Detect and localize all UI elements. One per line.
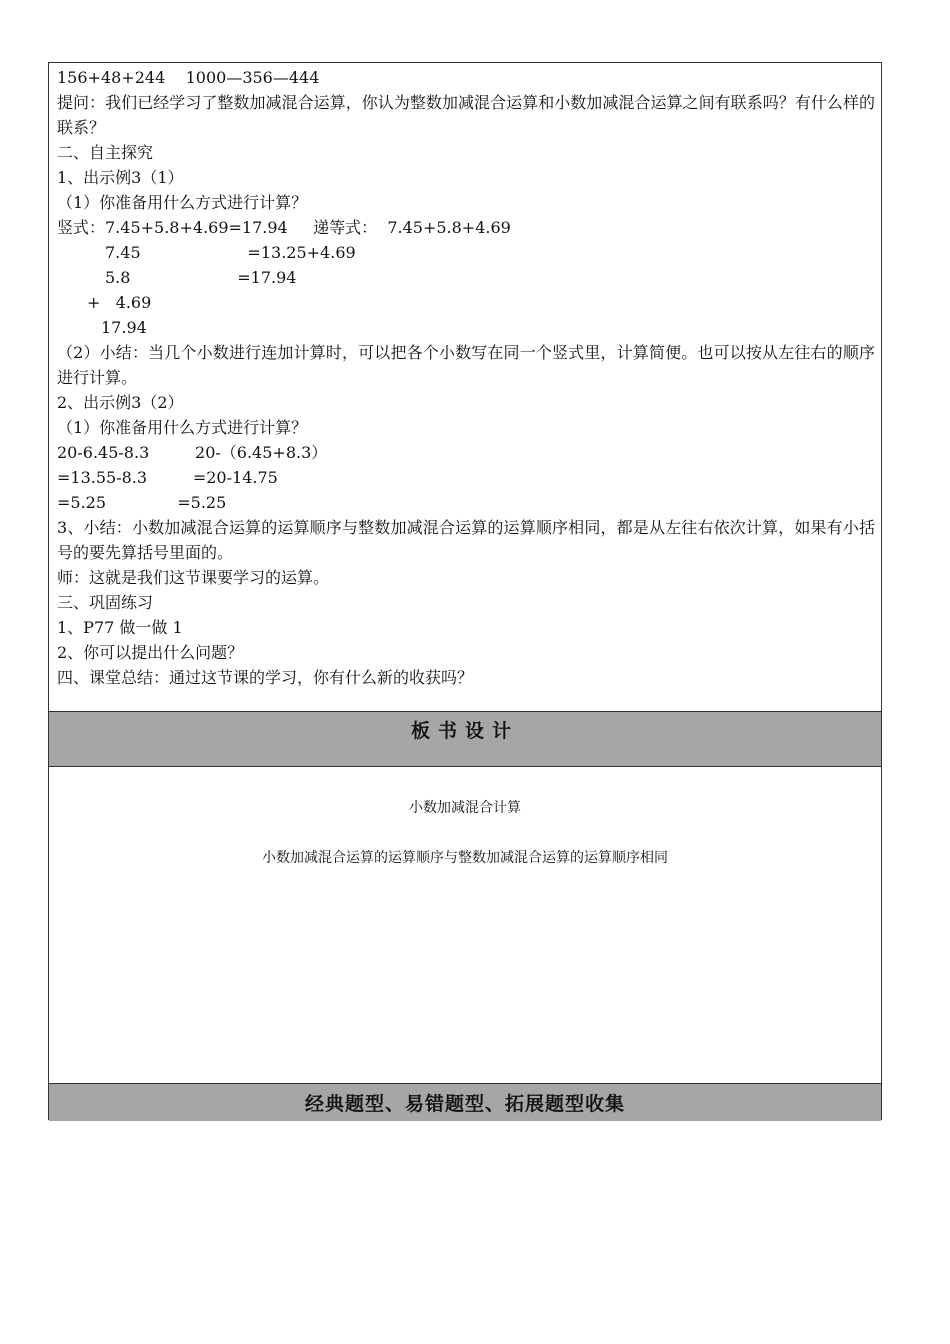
practice-item-1: 1、P77 做一做 1 bbox=[57, 618, 183, 637]
calc-row-3: =5.25 =5.25 bbox=[57, 493, 227, 512]
section-heading-explore: 二、自主探究 bbox=[57, 143, 154, 162]
board-design-header bbox=[49, 711, 881, 767]
example-3-1-heading: 1、出示例3（1） bbox=[57, 168, 184, 187]
teaching-process-cell bbox=[49, 63, 881, 711]
teacher-remark: 师：这就是我们这节课要学习的运算。 bbox=[57, 568, 330, 587]
section-heading-practice: 三、巩固练习 bbox=[57, 593, 154, 612]
practice-item-2: 2、你可以提出什么问题？ bbox=[57, 643, 244, 662]
calc-row-1: 20-6.45-8.3 20-（6.45+8.3） bbox=[57, 443, 328, 462]
vertical-and-stepwise-line: 竖式：7.45+5.8+4.69=17.94 递等式： 7.45+5.8+4.69 bbox=[57, 218, 511, 237]
question-paragraph: 提问：我们已经学习了整数加减混合运算，你认为整数加减混合运算和小数加减混合运算之间有联系吗？有什么样的联系？ bbox=[57, 93, 875, 137]
exercise-expressions: 156+48+244 1000—356—444 bbox=[57, 68, 320, 87]
vertical-calc-row-3: + 4.69 bbox=[87, 293, 152, 312]
summary-paragraph-1: （2）小结：当几个小数进行连加计算时，可以把各个小数写在同一个竖式里，计算简便。也可以按从左往右的顺序进行计算。 bbox=[57, 343, 875, 387]
example-3-1-question: （1）你准备用什么方式进行计算？ bbox=[57, 193, 308, 212]
vertical-calc-result: 17.94 bbox=[101, 318, 147, 337]
board-summary: 小数加减混合运算的运算顺序与整数加减混合运算的运算顺序相同 bbox=[262, 850, 668, 866]
example-3-2-heading: 2、出示例3（2） bbox=[57, 393, 184, 412]
example-3-2-question: （1）你准备用什么方式进行计算？ bbox=[57, 418, 308, 437]
board-design-title: 板书设计 bbox=[410, 720, 519, 742]
board-design-cell bbox=[49, 767, 881, 1083]
summary-paragraph-2: 3、小结：小数加减混合运算的运算顺序与整数加减混合运算的运算顺序相同，都是从左往右依次计算，如果有小括号的要先算括号里面的。 bbox=[57, 518, 875, 562]
calc-row-2: =13.55-8.3 =20-14.75 bbox=[57, 468, 278, 487]
question-collection-header bbox=[49, 1083, 881, 1121]
vertical-calc-row-1: 7.45 =13.25+4.69 bbox=[105, 243, 356, 262]
vertical-calc-row-2: 5.8 =17.94 bbox=[105, 268, 297, 287]
section-heading-summary: 四、课堂总结：通过这节课的学习，你有什么新的收获吗？ bbox=[57, 668, 474, 687]
board-title: 小数加减混合计算 bbox=[409, 800, 521, 816]
question-collection-title: 经典题型、易错题型、拓展题型收集 bbox=[304, 1093, 625, 1115]
lesson-plan-table bbox=[48, 62, 882, 1120]
